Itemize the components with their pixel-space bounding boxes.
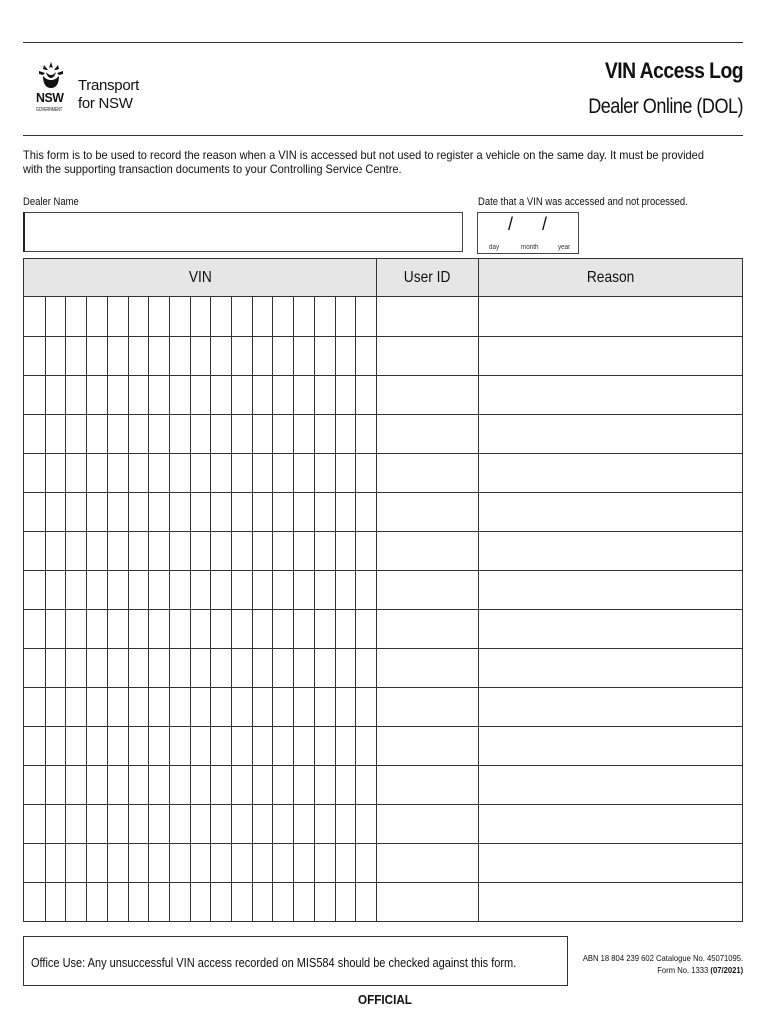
user-id-entry-cell[interactable] <box>376 648 478 687</box>
reason-entry-cell[interactable] <box>478 648 742 687</box>
date-year-hint: year <box>558 244 571 251</box>
date-day-hint: day <box>489 244 500 251</box>
reason-entry-cell[interactable] <box>478 687 742 726</box>
user-id-entry-cell[interactable] <box>376 687 478 726</box>
vin-entry-cell[interactable] <box>24 882 376 921</box>
form-reference <box>583 952 743 976</box>
reason-entry-cell[interactable] <box>478 843 742 882</box>
vin-entry-cell[interactable] <box>24 453 376 492</box>
user-id-entry-cell[interactable] <box>376 570 478 609</box>
vin-entry-cell[interactable] <box>24 726 376 765</box>
vin-entry-cell[interactable] <box>24 765 376 804</box>
form-number: Form No. 1333 <box>657 965 709 975</box>
reason-entry-cell[interactable] <box>478 375 742 414</box>
user-id-entry-cell[interactable] <box>376 297 478 336</box>
vin-entry-cell[interactable] <box>24 609 376 648</box>
reason-entry-cell[interactable] <box>478 726 742 765</box>
user-id-entry-cell[interactable] <box>376 804 478 843</box>
logo-wordmark: NSW <box>36 90 64 105</box>
reason-entry-cell[interactable] <box>478 531 742 570</box>
reason-entry-cell[interactable] <box>478 297 742 336</box>
user-id-entry-cell[interactable] <box>376 336 478 375</box>
user-id-entry-cell[interactable] <box>376 609 478 648</box>
vin-entry-cell[interactable] <box>24 414 376 453</box>
dealer-name-label: Dealer Name <box>23 196 79 208</box>
user-id-entry-cell[interactable] <box>376 453 478 492</box>
vin-access-log-table <box>23 258 743 922</box>
logo-tagline: GOVERNMENT <box>36 107 63 113</box>
vin-entry-cell[interactable] <box>24 570 376 609</box>
vin-entry-cell[interactable] <box>24 531 376 570</box>
column-header-vin: VIN <box>24 259 376 297</box>
reason-entry-cell[interactable] <box>478 414 742 453</box>
vin-entry-cell[interactable] <box>24 375 376 414</box>
user-id-entry-cell[interactable] <box>376 765 478 804</box>
vin-entry-cell[interactable] <box>24 492 376 531</box>
top-rule <box>23 42 743 43</box>
user-id-entry-cell[interactable] <box>376 492 478 531</box>
vin-entry-cell[interactable] <box>24 843 376 882</box>
date-slash-1: / <box>508 214 514 234</box>
form-subtitle: Dealer Online (DOL) <box>588 95 743 118</box>
dealer-name-field[interactable] <box>23 212 463 252</box>
user-id-entry-cell[interactable] <box>376 531 478 570</box>
abn-catalogue-line: ABN 18 804 239 602 Catalogue No. 45071095. <box>582 953 743 963</box>
organisation-name <box>78 77 139 113</box>
user-id-entry-cell[interactable] <box>376 375 478 414</box>
reason-entry-cell[interactable] <box>478 492 742 531</box>
form-number-line <box>583 964 743 976</box>
column-header-reason: Reason <box>478 259 742 297</box>
user-id-entry-cell[interactable] <box>376 414 478 453</box>
reason-entry-cell[interactable] <box>478 453 742 492</box>
column-header-user-id: User ID <box>376 259 478 297</box>
form-instructions: This form is to be used to record the reason when a VIN is accessed but not used to register a vehicle on the same day. It must be provided with the supporting transaction documents to your Controlling Service Centre. <box>23 148 704 176</box>
office-use-note: Office Use: Any unsuccessful VIN access recorded on MIS584 should be checked against this form. <box>31 956 517 970</box>
nsw-government-logo <box>34 60 68 118</box>
vin-entry-cell[interactable] <box>24 804 376 843</box>
reason-entry-cell[interactable] <box>478 804 742 843</box>
vin-entry-cell[interactable] <box>24 648 376 687</box>
user-id-entry-cell[interactable] <box>376 843 478 882</box>
date-month-hint: month <box>521 244 539 251</box>
org-line-2: for NSW <box>78 95 133 112</box>
reason-entry-cell[interactable] <box>478 882 742 921</box>
reason-entry-cell[interactable] <box>478 336 742 375</box>
reason-entry-cell[interactable] <box>478 765 742 804</box>
header-rule <box>23 135 743 136</box>
vin-entry-cell[interactable] <box>24 687 376 726</box>
date-accessed-label: Date that a VIN was accessed and not processed. <box>478 196 688 208</box>
user-id-entry-cell[interactable] <box>376 882 478 921</box>
user-id-entry-cell[interactable] <box>376 726 478 765</box>
vin-entry-cell[interactable] <box>24 297 376 336</box>
security-classification: OFFICIAL <box>358 992 412 1007</box>
org-line-1: Transport <box>78 77 139 94</box>
reason-entry-cell[interactable] <box>478 609 742 648</box>
form-date: (07/2021) <box>710 965 743 975</box>
date-slash-2: / <box>542 214 548 234</box>
vin-entry-cell[interactable] <box>24 336 376 375</box>
form-title: VIN Access Log <box>604 58 743 83</box>
reason-entry-cell[interactable] <box>478 570 742 609</box>
